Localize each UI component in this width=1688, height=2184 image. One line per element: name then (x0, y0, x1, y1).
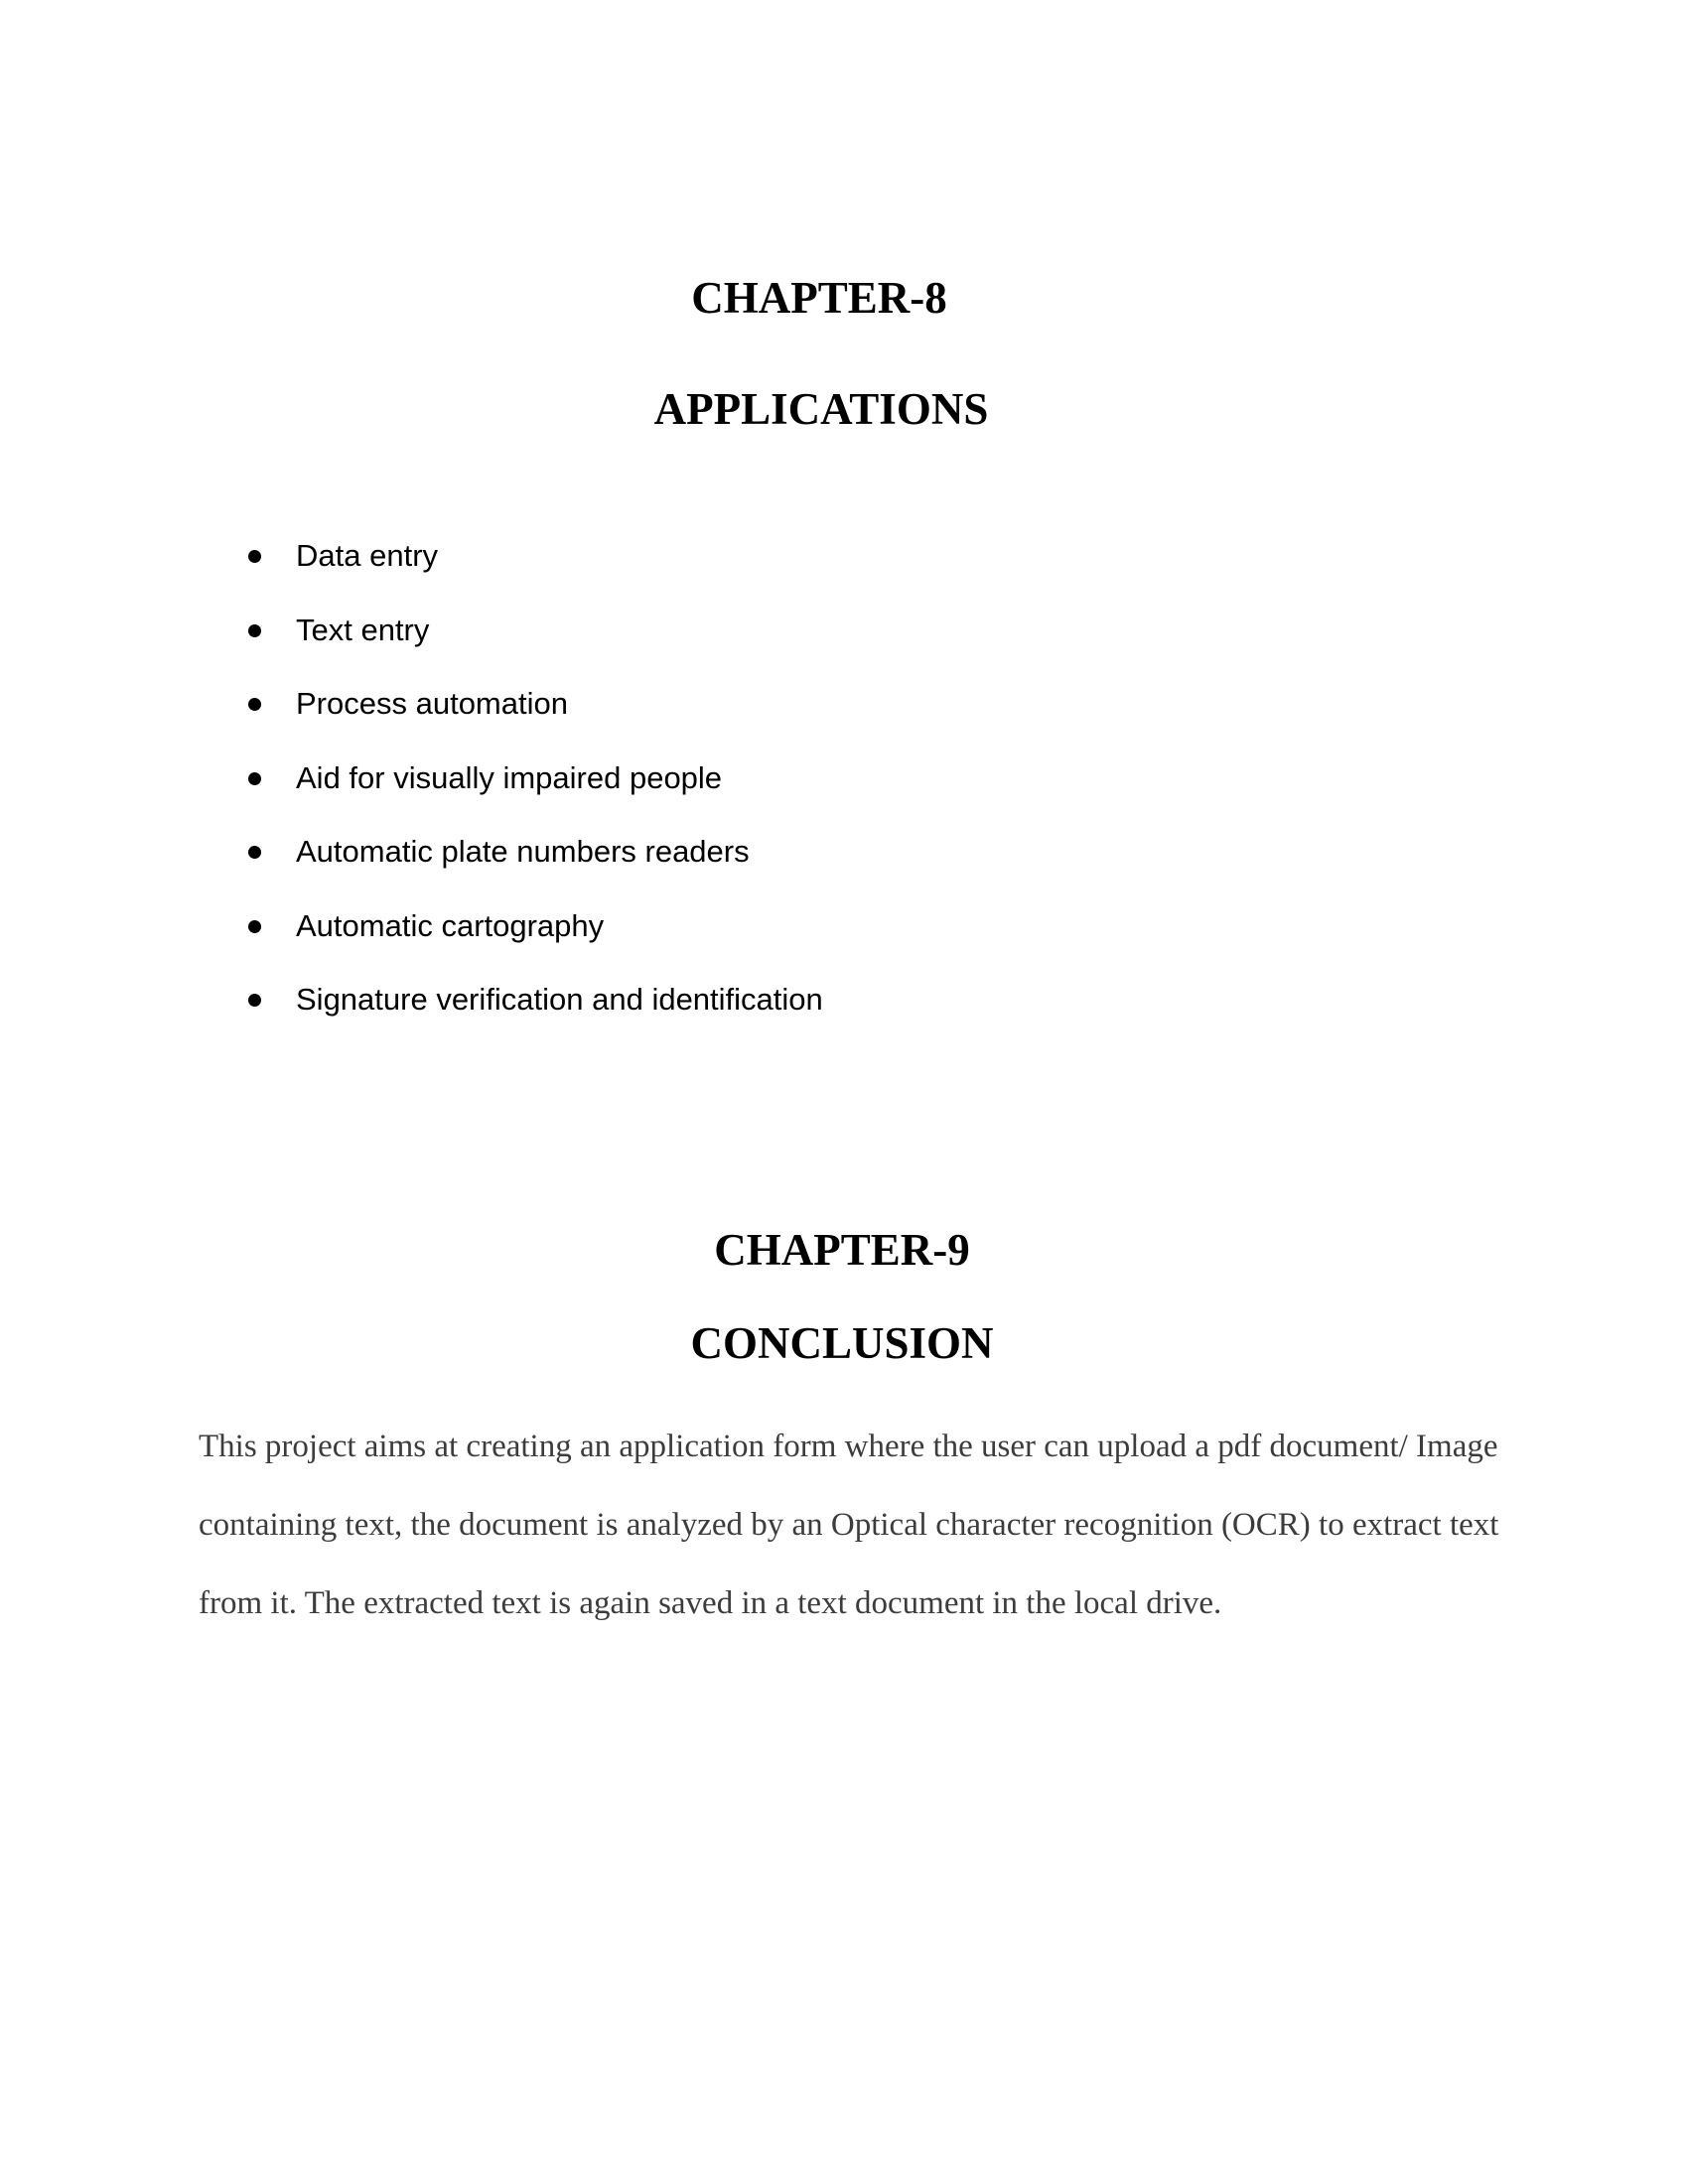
list-item-label: Signature verification and identification (296, 982, 823, 1017)
bullet-icon (248, 624, 261, 637)
bullet-icon (248, 772, 261, 785)
bullet-icon (248, 846, 261, 859)
list-item-label: Automatic plate numbers readers (296, 834, 750, 869)
chapter-9-title: CHAPTER-9 (714, 1225, 970, 1275)
bullet-icon (248, 994, 261, 1007)
list-item-label: Data entry (296, 538, 439, 573)
bullet-icon (248, 550, 261, 563)
conclusion-paragraph: This project aims at creating an application form where the user can upload a pdf document/ Image containing text, the document is analyzed by an Optical character recognition (OCR) to extract text from it. The extracted text is again saved in a text document in the local drive. (199, 1429, 1499, 1621)
conclusion-heading: CONCLUSION (690, 1318, 994, 1368)
bullet-icon (248, 920, 261, 933)
bullet-icon (248, 698, 261, 711)
list-item-label: Automatic cartography (296, 907, 605, 943)
list-item-label: Aid for visually impaired people (296, 759, 723, 795)
chapter-8-title: CHAPTER-8 (691, 273, 947, 323)
list-item-label: Process automation (296, 686, 568, 721)
list-item-label: Text entry (296, 612, 430, 647)
applications-heading: APPLICATIONS (653, 384, 989, 434)
